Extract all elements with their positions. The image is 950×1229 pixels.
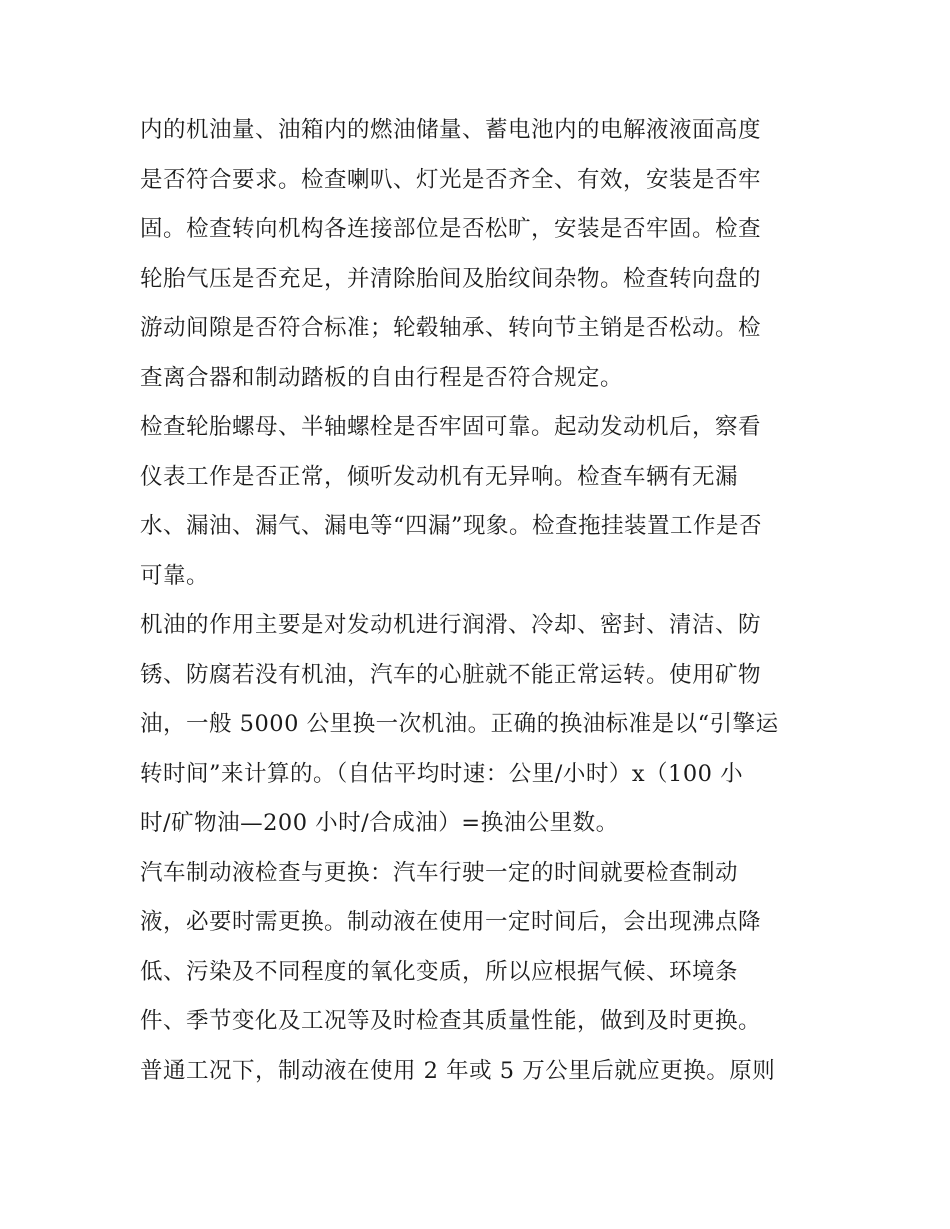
text-line: 件、季节变化及工况等及时检查其质量性能，做到及时更换。 [140, 1008, 762, 1034]
document-body [140, 106, 812, 1096]
paragraph-daily-inspection [140, 106, 812, 403]
text-line: 转时间”来计算的。（自估平均时速：公里/小时）x（100 小 [140, 760, 744, 787]
text-line: 水、漏油、漏气、漏电等“四漏”现象。检查拖挂装置工作是否 [140, 513, 763, 539]
text-line: 游动间隙是否符合标准；轮毂轴承、转向节主销是否松动。检 [140, 315, 762, 341]
text-line: 低、污染及不同程度的氧化变质，所以应根据气候、环境条 [140, 958, 739, 985]
text-line: 查离合器和制动踏板的自由行程是否符合规定。 [140, 364, 624, 391]
text-line: 锈、防腐若没有机油，汽车的心脏就不能正常运转。使用矿物 [140, 661, 762, 688]
text-line: 汽车制动液检查与更换：汽车行驶一定的时间就要检查制动 [140, 859, 739, 886]
text-line: 检查轮胎螺母、半轴螺栓是否牢固可靠。起动发动机后，察看 [140, 414, 762, 440]
text-line: 油，一般 5000 公里换一次机油。正确的换油标准是以“引擎运 [140, 711, 779, 737]
text-line: 是否符合要求。检查喇叭、灯光是否齐全、有效，安装是否牢 [140, 166, 762, 193]
text-line: 液，必要时需更换。制动液在使用一定时间后，会出现沸点降 [140, 909, 762, 935]
text-line: 可靠。 [140, 562, 210, 589]
text-line: 仪表工作是否正常，倾听发动机有无异响。检查车辆有无漏 [140, 463, 739, 490]
text-line: 固。检查转向机构各连接部位是否松旷，安装是否牢固。检查 [140, 216, 762, 242]
text-line: 内的机油量、油箱内的燃油储量、蓄电池内的电解液液面高度 [140, 117, 762, 143]
paragraph-bolts-and-leaks [140, 403, 812, 601]
text-line: 机油的作用主要是对发动机进行润滑、冷却、密封、清洁、防 [140, 612, 762, 638]
text-line: 时/矿物油—200 小时/合成油）=换油公里数。 [140, 810, 619, 836]
text-line: 普通工况下，制动液在使用 2 年或 5 万公里后就应更换。原则 [140, 1057, 776, 1084]
paragraph-brake-fluid [140, 849, 812, 1097]
text-line: 轮胎气压是否充足，并清除胎间及胎纹间杂物。检查转向盘的 [140, 265, 762, 292]
paragraph-engine-oil [140, 601, 812, 849]
